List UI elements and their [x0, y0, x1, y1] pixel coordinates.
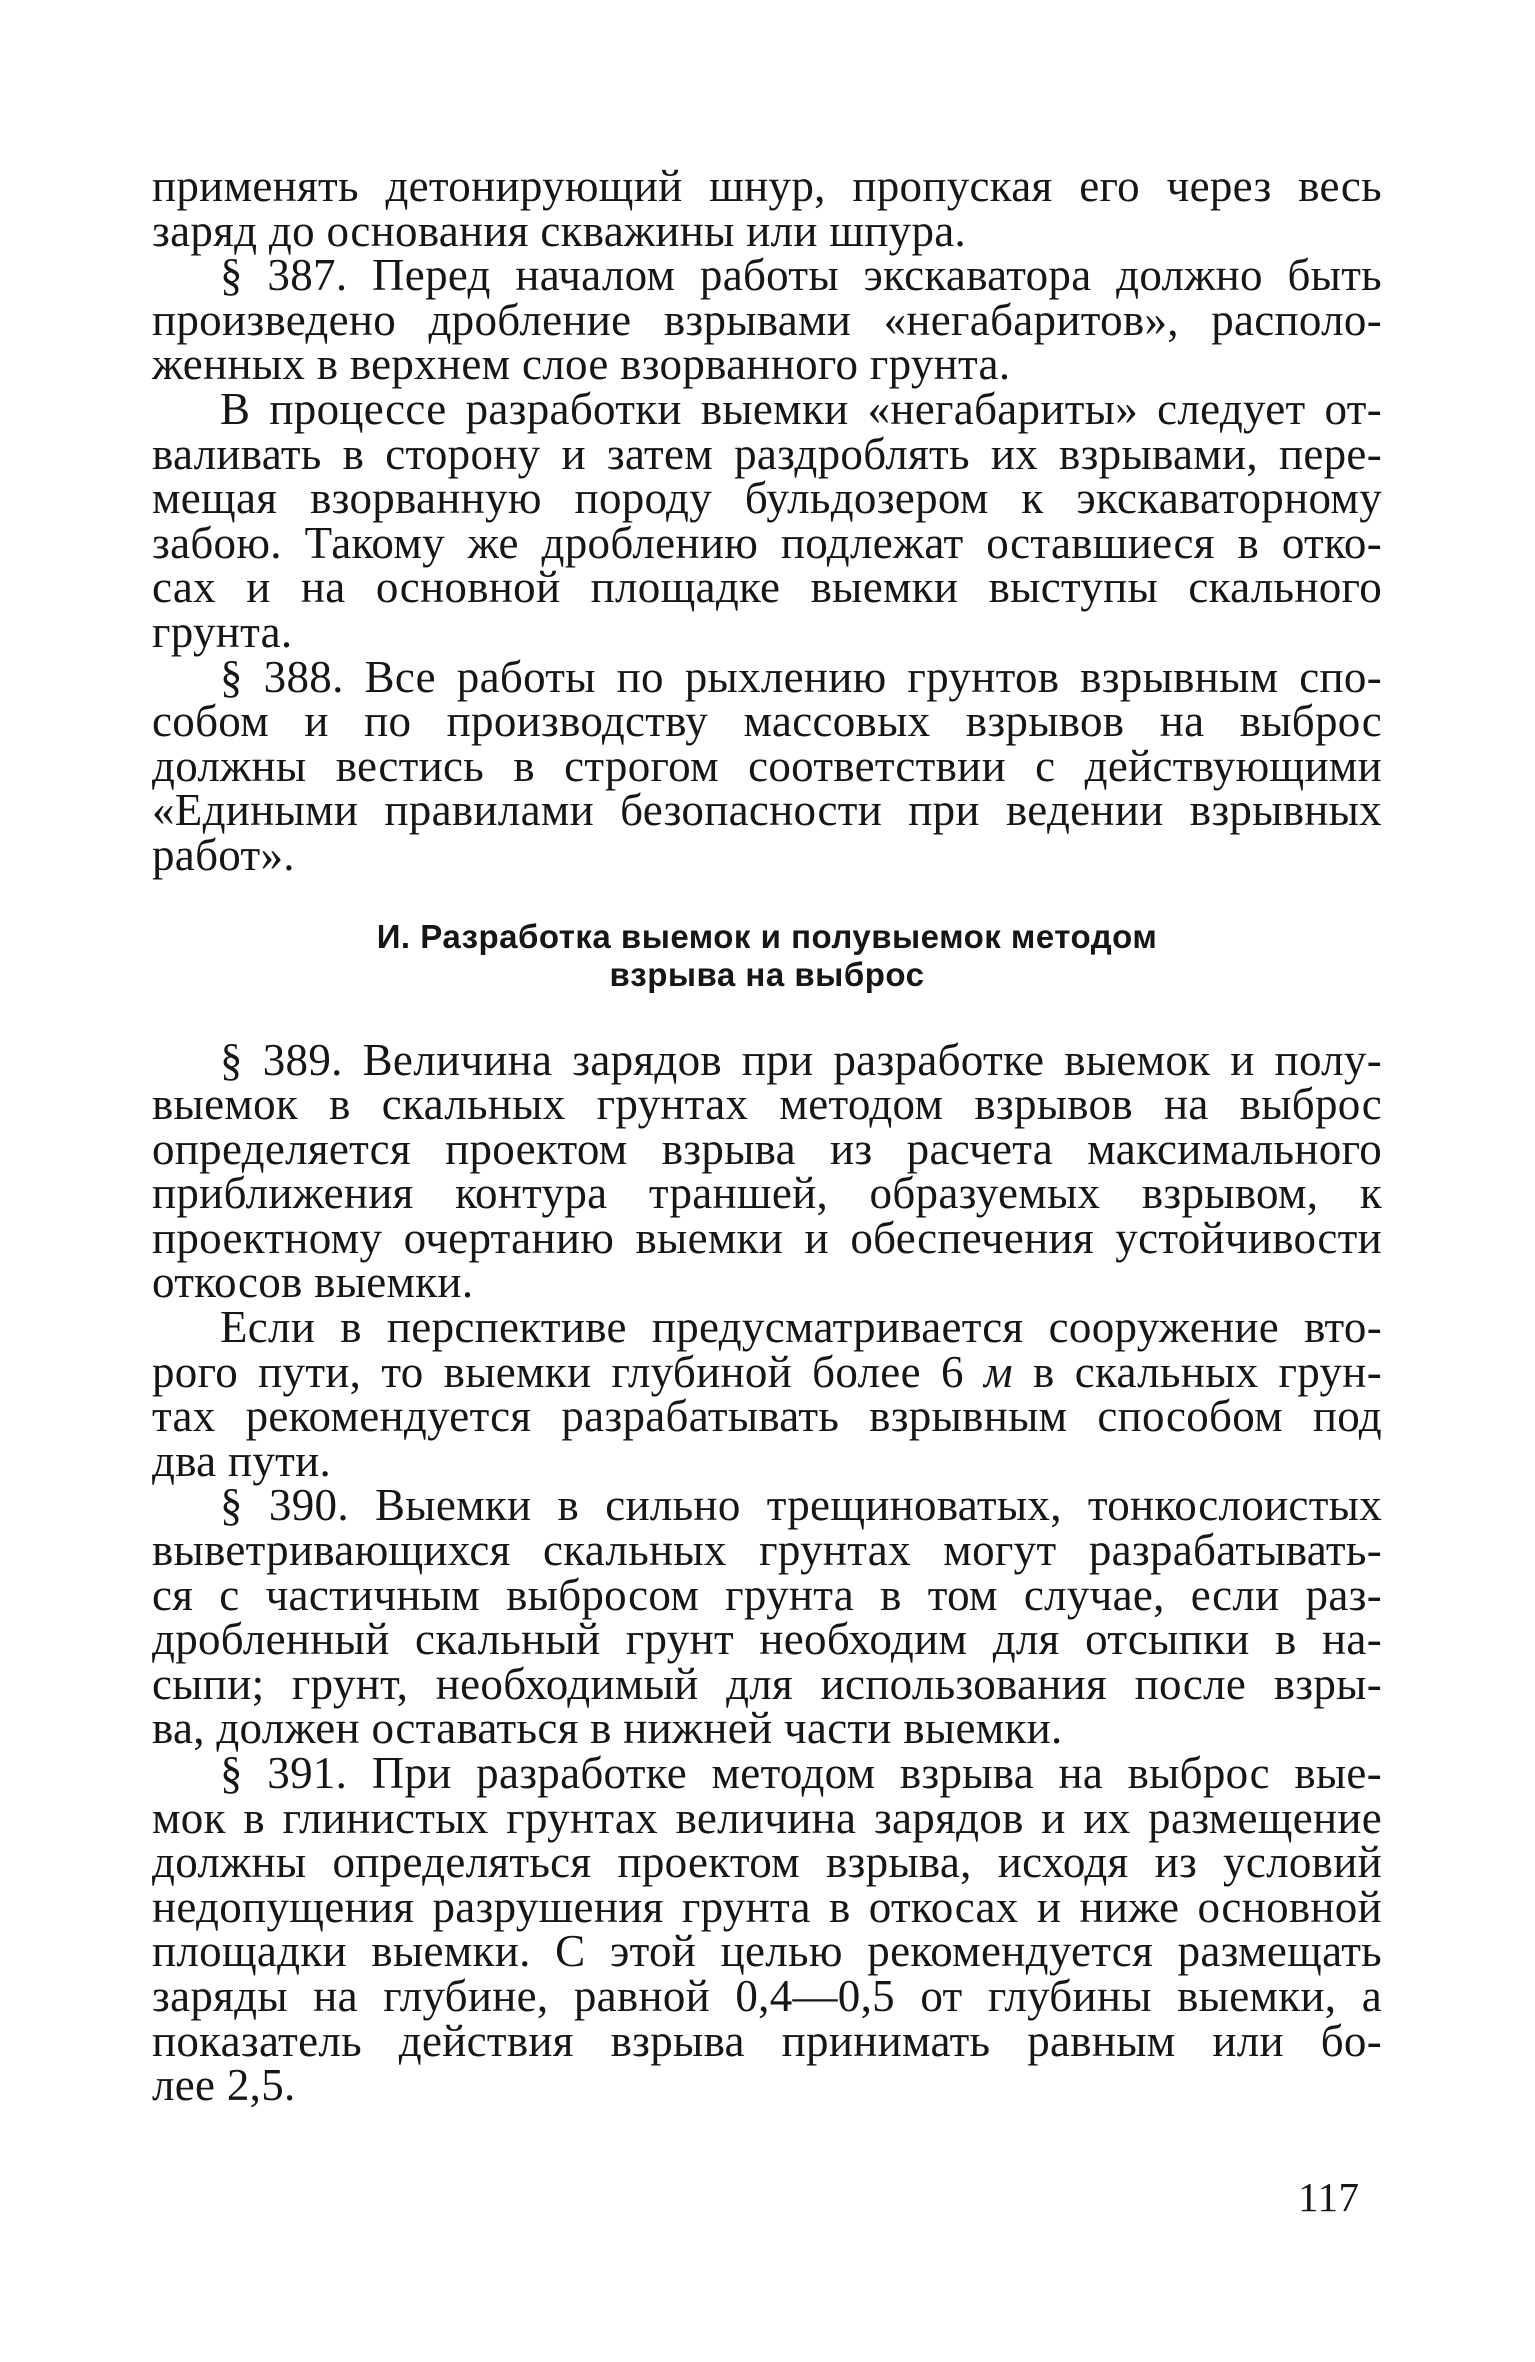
text-line: работ».	[152, 829, 295, 880]
text-line: недопущения разрушения грунта в откосах и ниже основной	[152, 1881, 1382, 1932]
paragraph-p2	[152, 250, 1382, 390]
text-line: заряды на глубине, равной 0,4—0,5 от глубины выемки, а	[152, 1970, 1382, 2021]
section-heading	[152, 918, 1382, 994]
page-number: 117	[1298, 2174, 1360, 2220]
body-text-before-heading	[152, 161, 1382, 880]
text-line: сах и на основной площадке выемки выступы скального	[152, 562, 1382, 613]
text-line: ва, должен оставаться в нижней части выемки.	[152, 1703, 1063, 1754]
text-line: дробленный скальный грунт необходим для отсыпки в на-	[152, 1614, 1382, 1665]
body-text-after-heading	[152, 1034, 1382, 2111]
paragraph-p4	[152, 651, 1382, 880]
paragraph-p6	[152, 1302, 1382, 1486]
text-line: § 387. Перед началом работы экскаватора должно быть	[220, 250, 1382, 301]
text-line: два пути.	[152, 1435, 332, 1486]
text-line: Если в перспективе предусматривается сооружение вто-	[220, 1302, 1382, 1353]
text-line: рого пути, то выемки глубиной более 6 м в скальных грун-	[152, 1346, 1382, 1397]
text-line: определяется проектом взрыва из расчета максимального	[152, 1123, 1382, 1174]
paragraph-p5	[152, 1034, 1382, 1308]
text-line: В процессе разработки выемки «негабариты» следует от-	[220, 383, 1382, 434]
text-line: проектному очертанию выемки и обеспечения устойчивости	[152, 1212, 1382, 1263]
paragraph-p7	[152, 1480, 1382, 1754]
text-line: должны вестись в строгом соответствии с действующими	[152, 740, 1382, 791]
paragraph-p8	[152, 1748, 1382, 2111]
section-heading-line-1: И. Разработка выемок и полувыемок методом	[376, 917, 1158, 955]
unit-meters: м	[983, 1346, 1013, 1397]
text-line: выветривающихся скальных грунтах могут разрабатывать-	[152, 1525, 1382, 1576]
text-line: площадки выемки. С этой целью рекомендуется размещать	[152, 1926, 1382, 1977]
text-line: лее 2,5.	[152, 2060, 296, 2111]
text-line: забою. Такому же дроблению подлежат оставшиеся в отко-	[152, 517, 1382, 568]
paragraph-p1	[152, 161, 1382, 256]
text-line: мок в глинистых грунтах величина зарядов и их размещение	[152, 1792, 1382, 1843]
text-line: § 391. При разработке методом взрыва на выброс вые-	[220, 1748, 1382, 1798]
text-line: показатель действия взрыва принимать равным или бо-	[152, 2015, 1382, 2066]
text-line: § 389. Величина зарядов при разработке выемок и полу-	[220, 1034, 1382, 1085]
text-line: выемок в скальных грунтах методом взрывов на выброс	[152, 1079, 1382, 1130]
text-line: тах рекомендуется разрабатывать взрывным способом под	[152, 1391, 1382, 1442]
text-line: валивать в сторону и затем раздроблять их взрывами, пере-	[152, 428, 1382, 479]
text-line: применять детонирующий шнур, пропуская его через весь	[152, 161, 1382, 211]
paragraph-p3	[152, 383, 1382, 657]
text-line: «Едиными правилами безопасности при ведении взрывных	[152, 785, 1382, 836]
text-line: грунта.	[152, 606, 293, 657]
section-heading-line-2: взрыва на выброс	[609, 955, 925, 993]
text-line: произведено дробление взрывами «негабаритов», располо-	[152, 294, 1382, 345]
text-column	[152, 161, 1382, 2111]
text-line: собом и по производству массовых взрывов на выброс	[152, 696, 1382, 747]
text-line: § 390. Выемки в сильно трещиноватых, тонкослоистых	[220, 1480, 1382, 1531]
text-line: должны определяться проектом взрыва, исходя из условий	[152, 1837, 1382, 1888]
text-line: откосов выемки.	[152, 1257, 474, 1308]
text-line: сыпи; грунт, необходимый для использования после взры-	[152, 1658, 1382, 1709]
text-line: мещая взорванную породу бульдозером к экскаваторному	[152, 473, 1382, 524]
text-line: § 388. Все работы по рыхлению грунтов взрывным спо-	[220, 651, 1382, 702]
text-line: заряд до основания скважины или шпура.	[152, 205, 967, 256]
text-line: ся с частичным выбросом грунта в том случае, если раз-	[152, 1569, 1382, 1620]
text-line: приближения контура траншей, образуемых взрывом, к	[152, 1168, 1382, 1219]
text-line: женных в верхнем слое взорванного грунта.	[152, 339, 1011, 390]
